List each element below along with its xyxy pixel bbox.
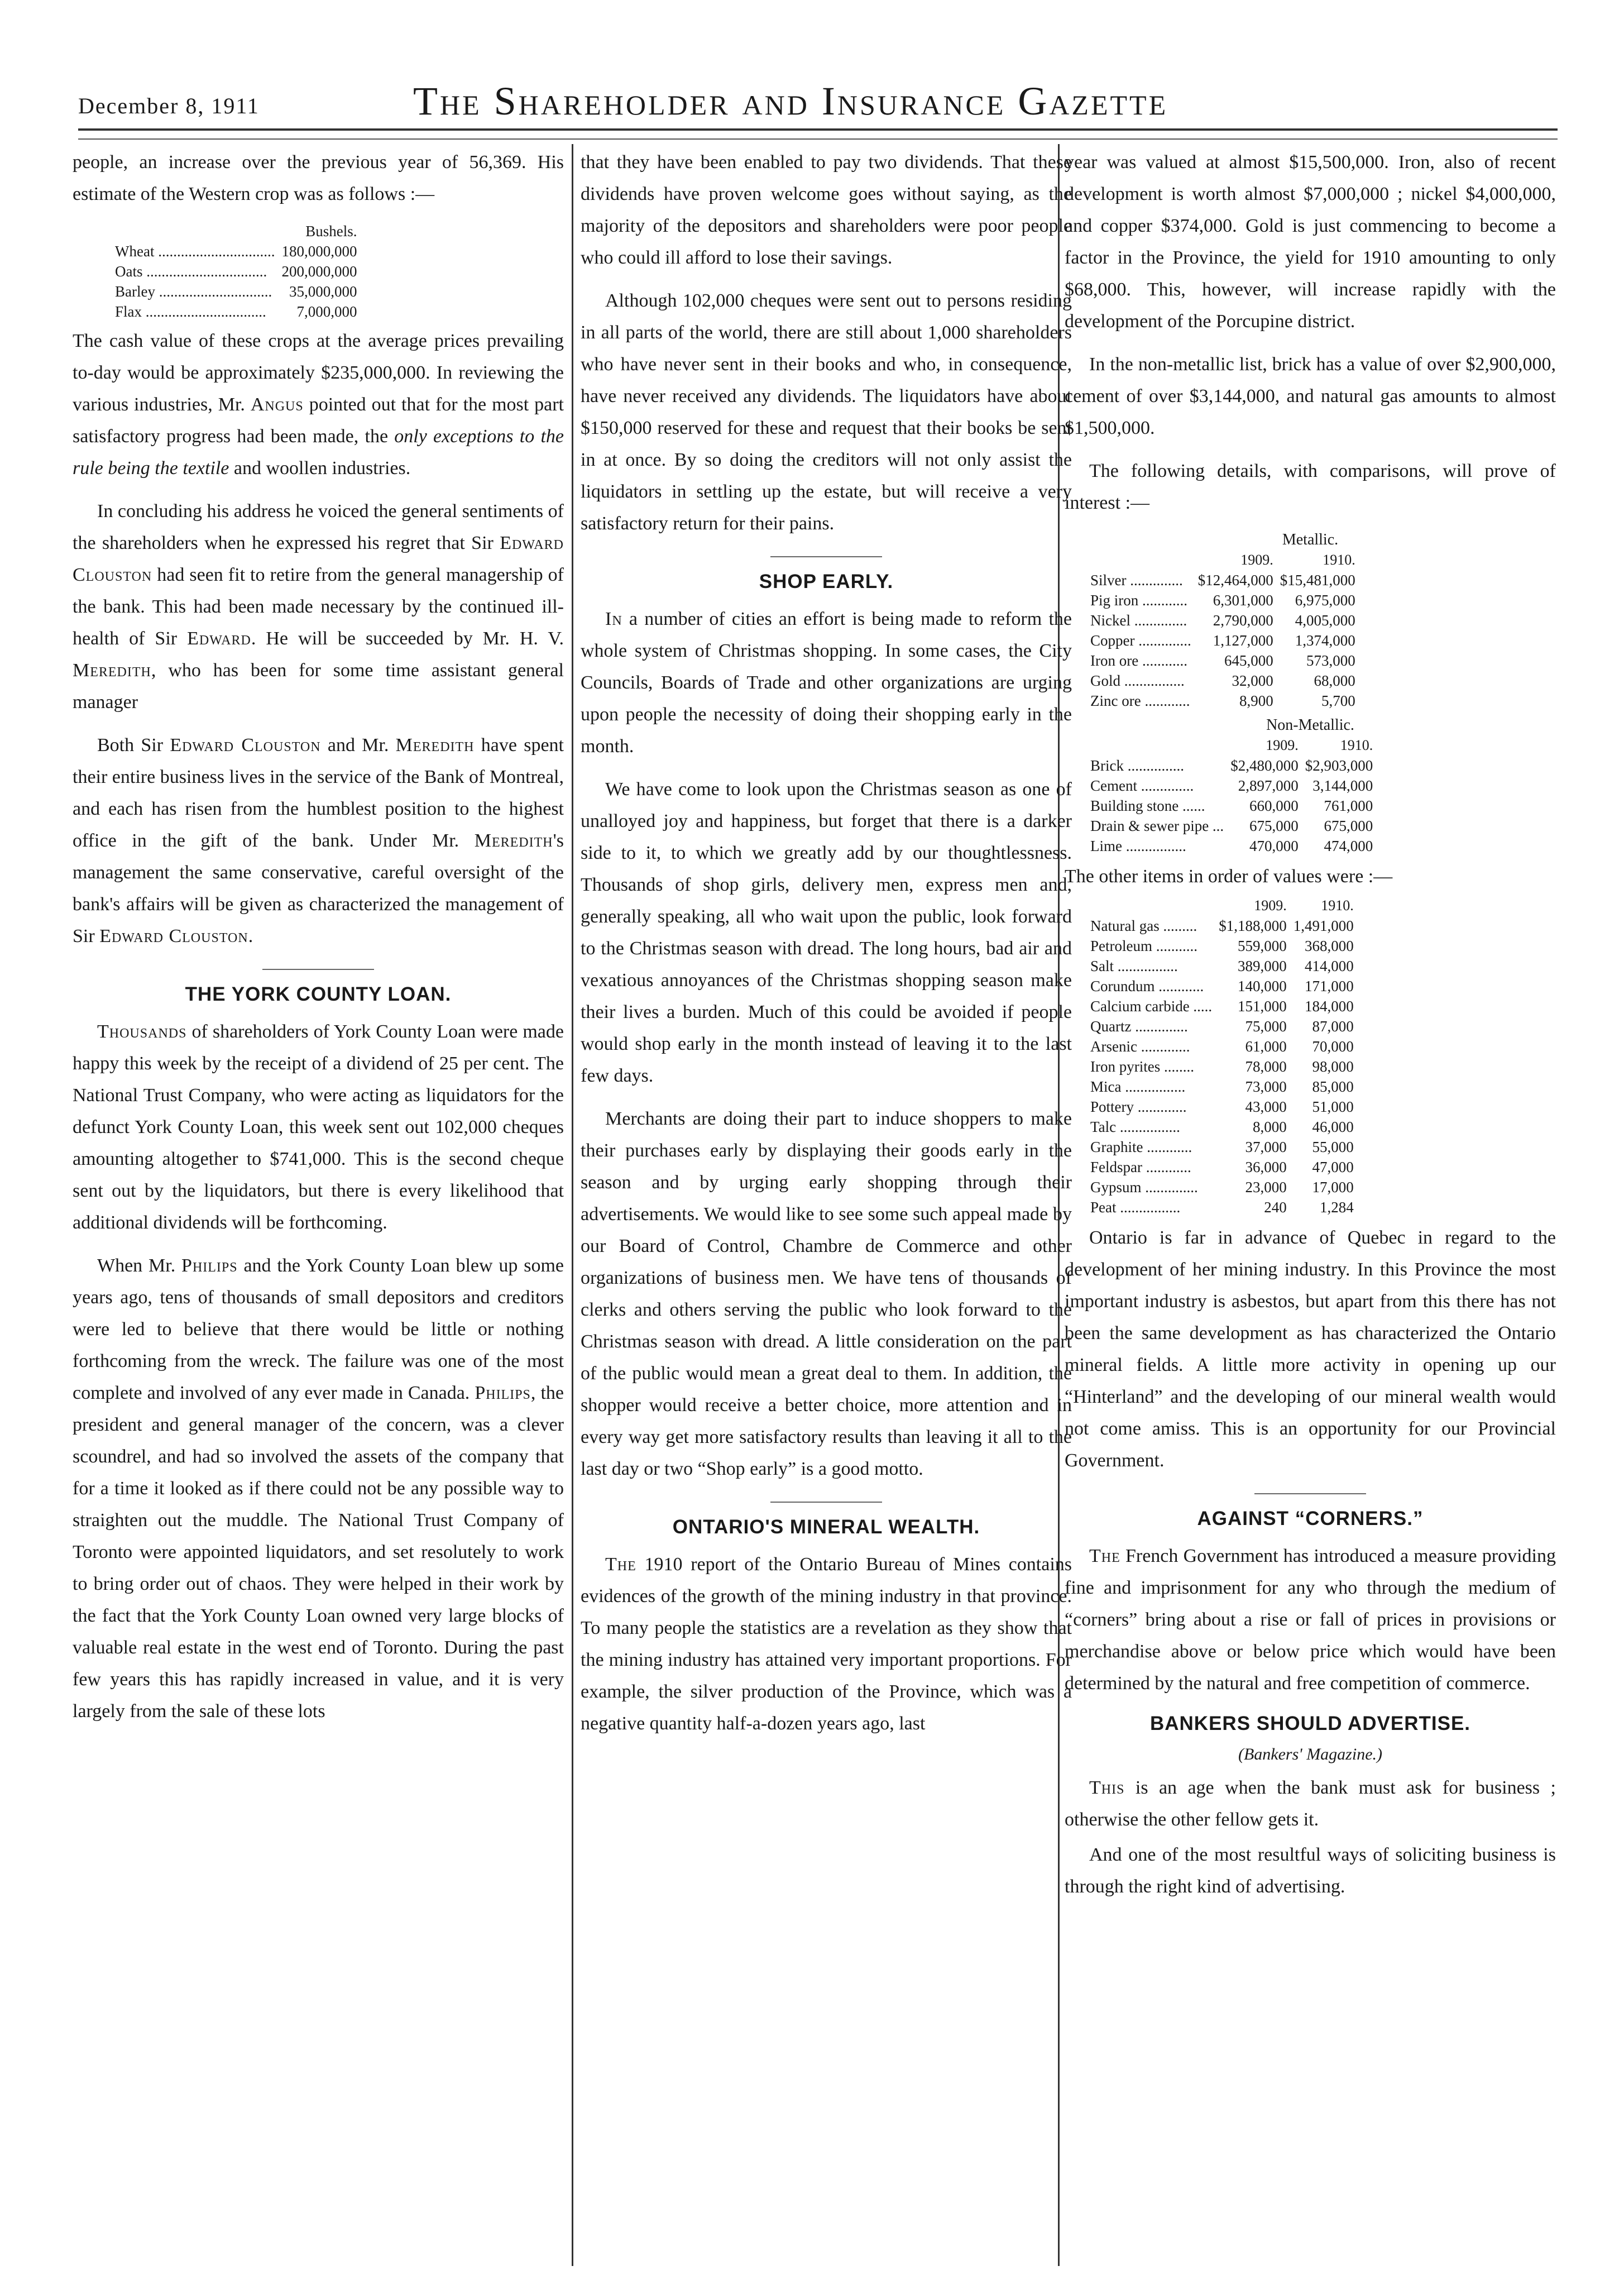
value-1910: 51,000 <box>1312 1098 1354 1115</box>
other-minerals-table <box>1087 896 1357 1217</box>
issue-date: December 8, 1911 <box>78 93 260 118</box>
paragraph: Both Sir Edward Clouston and Mr. Meredith have spent their entire business lives in the service of the Bank of Montreal, and each has risen from the humblest position to the highest office in the gift of the bank. Under Mr. Meredith's management the same conservative, careful oversight of the bank's affairs will be given as characterized the management of Sir Edward Clouston. <box>73 735 564 946</box>
value-1909: 43,000 <box>1245 1098 1287 1115</box>
value-1910: 368,000 <box>1304 938 1354 954</box>
table-row <box>1087 1036 1357 1057</box>
table-row <box>1087 1016 1357 1036</box>
column-3 <box>1065 146 1556 1914</box>
value-1909: 61,000 <box>1245 1038 1287 1055</box>
crop-name: Oats ................................ <box>115 263 267 280</box>
column-2 <box>581 146 1072 1751</box>
mineral-name: Brick ............... <box>1090 757 1184 774</box>
person-name: Edward <box>187 628 251 649</box>
mineral-name: Drain & sewer pipe ... <box>1090 818 1224 834</box>
lead-word: Thousands <box>97 1021 187 1042</box>
nonmetallic-table <box>1087 735 1376 856</box>
table-row <box>1087 691 1359 711</box>
table-row <box>1087 1057 1357 1077</box>
year-header: 1910. <box>1323 552 1355 568</box>
value-1909: 36,000 <box>1245 1159 1287 1175</box>
paragraph: The French Government has introduced a measure providing fine and imprisonment for any who through the medium of “corners” bring about a rise or fall of prices in provisions or merchandise above or below price which would have been determined by the natural and free competition of commerce. <box>1065 1546 1556 1694</box>
mineral-name: Gold ................ <box>1090 672 1185 689</box>
mineral-name: Salt ................ <box>1090 958 1178 974</box>
headline-ontario-mineral-wealth: ONTARIO'S MINERAL WEALTH. <box>672 1516 980 1538</box>
value-1909: 75,000 <box>1245 1018 1287 1035</box>
person-name: Angus <box>250 394 304 415</box>
year-header: 1909. <box>1240 552 1273 568</box>
mineral-name: Pig iron ............ <box>1090 592 1188 609</box>
crop-bushels: 200,000,000 <box>281 263 357 280</box>
paragraph: In a number of cities an effort is being made to reform the whole system of Christmas shopping. In some cases, the City Councils, Boards of Trade and other organizations are urging upon people the necessity of doing their shopping early in the month. <box>581 609 1072 757</box>
table-row <box>1087 956 1357 976</box>
value-1910: 98,000 <box>1312 1058 1354 1075</box>
crop-name: Flax ................................ <box>115 303 266 320</box>
table-row <box>1087 1157 1357 1177</box>
table-row <box>1087 1117 1357 1137</box>
value-1910: 675,000 <box>1324 818 1373 834</box>
table-row <box>1087 916 1357 936</box>
section-rule <box>770 1502 882 1503</box>
paragraph: Thousands of shareholders of York County Loan were made happy this week by the receipt of a dividend of 25 per cent. The National Trust Company, who were acting as liquidators for the defunct York County Loan, this week sent out 102,000 cheques amounting altogether to $741,000. This is the second cheque sent out by the liquidators, but there is every likelihood that additional dividends will be forthcoming. <box>73 1021 564 1233</box>
lead-word: This <box>1089 1777 1125 1798</box>
value-1910: 3,144,000 <box>1312 777 1373 794</box>
value-1910: 55,000 <box>1312 1139 1354 1155</box>
crop-name: Barley .............................. <box>115 283 272 300</box>
lead-word: The <box>1089 1546 1120 1566</box>
table-row <box>1087 671 1359 691</box>
value-1910: 6,975,000 <box>1295 592 1355 609</box>
value-1909: 32,000 <box>1232 672 1273 689</box>
paragraph: year was valued at almost $15,500,000. Iron, also of recent development is worth almost $7,000,000 ; nickel $4,000,000, and copper $374,000. Gold is just commencing to become a factor in the Province, the yield for 1910 amounting to only $68,000. This, however, will increase rapidly with the development of the Porcupine district. <box>1065 152 1556 332</box>
mineral-name: Mica ................ <box>1090 1078 1186 1095</box>
masthead-rule <box>78 128 1558 140</box>
table-row <box>1087 776 1376 796</box>
paragraph: Merchants are doing their part to induce shoppers to make their purchases early by displaying their goods early in the season and by urging early shopping through their advertisements. We would like to see some such appeal made by our Board of Control, Chambre de Commerce and other organizations of business men. We have tens of thousands of clerks and others serving the public who look forward to the Christmas season with dread. A little consideration on the part of the public would mean a great deal to them. In addition, the shopper would receive a better choice, more attention and in every way get more satisfactory results than leaving it all to the last day or two “Shop early” is a good motto. <box>581 1108 1072 1479</box>
person-name: Edward Clouston <box>73 533 564 585</box>
publication-title: The Shareholder and Insurance Gazette <box>413 79 1168 123</box>
mineral-name: Petroleum ........... <box>1090 938 1197 954</box>
table-row <box>112 241 360 261</box>
mineral-name: Talc ................ <box>1090 1118 1180 1135</box>
paragraph: people, an increase over the previous year of 56,369. His estimate of the Western crop was as follows :— <box>73 152 564 204</box>
mineral-name: Feldspar ............ <box>1090 1159 1191 1175</box>
crop-unit-header: Bushels. <box>305 223 357 240</box>
value-1910: 761,000 <box>1324 797 1373 814</box>
section-rule <box>1254 1493 1366 1494</box>
value-1910: 474,000 <box>1324 838 1373 854</box>
mineral-name: Pottery ............. <box>1090 1098 1187 1115</box>
value-1909: 23,000 <box>1245 1179 1287 1196</box>
value-1909: 78,000 <box>1245 1058 1287 1075</box>
lead-word: The <box>605 1554 636 1575</box>
crop-bushels: 7,000,000 <box>296 303 357 320</box>
value-1909: 37,000 <box>1245 1139 1287 1155</box>
section-rule <box>770 556 882 557</box>
table-row <box>1087 1077 1357 1097</box>
headline-shop-early: SHOP EARLY. <box>759 571 894 592</box>
year-header: 1909. <box>1254 897 1287 914</box>
paragraph: that they have been enabled to pay two dividends. That these dividends have proven welcome goes without saying, as the majority of the depositors and shareholders were poor people who could ill afford to lose their savings. <box>581 152 1072 268</box>
value-1910: 70,000 <box>1312 1038 1354 1055</box>
value-1910: 573,000 <box>1306 652 1355 669</box>
mineral-name: Gypsum .............. <box>1090 1179 1198 1196</box>
value-1909: $2,480,000 <box>1230 757 1299 774</box>
mineral-name: Quartz .............. <box>1090 1018 1188 1035</box>
table-row <box>1087 630 1359 651</box>
paragraph: Ontario is far in advance of Quebec in regard to the development of her mining industry. In this Province the most important industry is asbestos, but apart from this there has not been the same development as has characterized the Ontario mineral fields. A little more activity in opening up our “Hinterland” and the developing of our mineral wealth would not come amiss. This is an opportunity for our Provincial Government. <box>1065 1227 1556 1471</box>
table-caption-metallic: Metallic. <box>1282 531 1339 548</box>
value-1909: 8,000 <box>1252 1118 1287 1135</box>
masthead <box>78 78 1563 128</box>
person-name: Meredith <box>73 660 151 681</box>
source-attribution: (Bankers' Magazine.) <box>1238 1745 1383 1763</box>
person-name: Meredith <box>474 830 553 851</box>
paragraph: We have come to look upon the Christmas season as one of unalloyed joy and happiness, but forget that there is a darker side to it, to which we greatly add by our thoughtlessness. Thousands of shop girls, delivery men, express men and, generally speaking, all who wait upon the public, look forward to the Christmas season with dread. The long hours, bad air and vexatious annoyances of the Christmas shopping season make their lives a burden. Much of this could be avoided if people would shop early in the month instead of leaving it to the last few days. <box>581 779 1072 1086</box>
table-row <box>1087 756 1376 776</box>
value-1910: $15,481,000 <box>1280 572 1355 589</box>
mineral-name: Arsenic ............. <box>1090 1038 1190 1055</box>
value-1910: 17,000 <box>1312 1179 1354 1196</box>
table-row <box>1087 651 1359 671</box>
mineral-name: Peat ................ <box>1090 1199 1181 1216</box>
year-header: 1910. <box>1340 737 1373 753</box>
table-row <box>1087 570 1359 590</box>
mineral-name: Graphite ............ <box>1090 1139 1192 1155</box>
mineral-name: Building stone ...... <box>1090 797 1205 814</box>
table-row <box>1087 996 1357 1016</box>
value-1909: 389,000 <box>1237 958 1287 974</box>
person-name: Edward Clouston <box>99 926 248 946</box>
headline-york-county-loan: THE YORK COUNTY LOAN. <box>185 983 452 1005</box>
year-header: 1909. <box>1266 737 1299 753</box>
value-1909: 151,000 <box>1237 998 1287 1015</box>
value-1909: 8,900 <box>1239 692 1273 709</box>
table-row <box>1087 816 1376 836</box>
mineral-name: Copper .............. <box>1090 632 1191 649</box>
value-1910: 68,000 <box>1314 672 1355 689</box>
person-name: Edward Clouston <box>170 735 321 756</box>
paragraph: When Mr. Philips and the York County Loan blew up some years ago, tens of thousands of small depositors and creditors were led to believe that there would be little or nothing forthcoming from the wreck. The failure was one of the most complete and involved of any ever made in Canada. Philips, the president and general manager of the concern, was a clever scoundrel, and had so involved the assets of the company that for a time it looked as if there could not be any possible way to straighten out the muddle. The National Trust Company of Toronto were appointed liquidators, and set resolutely to work to bring order out of chaos. They were helped in their work by the fact that the York County Loan owned very large blocks of valuable real estate in the west end of Toronto. During the past few years this has rapidly increased in value, and it is very largely from the sale of these lots <box>73 1255 564 1722</box>
value-1909: $1,188,000 <box>1219 917 1287 934</box>
table-row <box>1087 610 1359 630</box>
value-1910: 1,374,000 <box>1295 632 1355 649</box>
mineral-name: Lime ................ <box>1090 838 1186 854</box>
value-1909: 559,000 <box>1237 938 1287 954</box>
paragraph: The cash value of these crops at the average prices prevailing to-day would be approximately $235,000,000. In reviewing the various industries, Mr. Angus pointed out that for the most part satisfactory progress had been made, the only exceptions to the rule being the textile and woollen industries. <box>73 331 564 479</box>
table-row <box>112 281 360 302</box>
mineral-name: Natural gas ......... <box>1090 917 1197 934</box>
column-divider <box>572 144 573 2266</box>
paragraph: In the non-metallic list, brick has a value of over $2,900,000, cement of over $3,144,000, and natural gas amounts to almost $1,500,000. <box>1065 354 1556 438</box>
value-1910: 1,491,000 <box>1293 917 1354 934</box>
mineral-name: Corundum ............ <box>1090 978 1204 995</box>
mineral-name: Zinc ore ............ <box>1090 692 1190 709</box>
year-header: 1910. <box>1321 897 1354 914</box>
value-1910: 87,000 <box>1312 1018 1354 1035</box>
table-row <box>112 261 360 281</box>
person-name: Meredith <box>395 735 475 756</box>
lead-word: In <box>605 609 622 629</box>
mineral-name: Iron pyrites ........ <box>1090 1058 1194 1075</box>
crop-table <box>112 221 360 322</box>
table-caption-nonmetallic: Non-Metallic. <box>1266 716 1354 734</box>
value-1909: 2,790,000 <box>1213 612 1273 629</box>
table-row <box>1087 1177 1357 1197</box>
table-row <box>1087 936 1357 956</box>
value-1909: 140,000 <box>1237 978 1287 995</box>
table-row <box>1087 836 1376 856</box>
value-1909: 470,000 <box>1249 838 1299 854</box>
person-name: Philips <box>181 1255 238 1276</box>
value-1909: 645,000 <box>1224 652 1273 669</box>
crop-bushels: 180,000,000 <box>281 243 357 260</box>
mineral-name: Nickel .............. <box>1090 612 1187 629</box>
value-1910: 85,000 <box>1312 1078 1354 1095</box>
table-row <box>1087 796 1376 816</box>
mineral-name: Iron ore ............ <box>1090 652 1187 669</box>
value-1910: $2,903,000 <box>1305 757 1373 774</box>
value-1909: $12,464,000 <box>1197 572 1273 589</box>
headline-bankers-should-advertise: BANKERS SHOULD ADVERTISE. <box>1149 1713 1471 1734</box>
table-row <box>1087 590 1359 610</box>
value-1909: 6,301,000 <box>1213 592 1273 609</box>
value-1910: 46,000 <box>1312 1118 1354 1135</box>
paragraph: This is an age when the bank must ask for business ; otherwise the other fellow gets it. <box>1065 1777 1556 1830</box>
mineral-name: Cement .............. <box>1090 777 1194 794</box>
value-1909: 1,127,000 <box>1213 632 1273 649</box>
value-1910: 1,284 <box>1319 1199 1354 1216</box>
crop-name: Wheat ............................... <box>115 243 275 260</box>
metallic-table <box>1087 550 1359 711</box>
table-row <box>112 302 360 322</box>
table-row <box>1087 976 1357 996</box>
value-1910: 4,005,000 <box>1295 612 1355 629</box>
crop-bushels: 35,000,000 <box>289 283 357 300</box>
section-rule <box>262 969 374 970</box>
paragraph: And one of the most resultful ways of soliciting business is through the right kind of advertising. <box>1065 1844 1556 1897</box>
mineral-name: Calcium carbide ..... <box>1090 998 1213 1015</box>
mineral-name: Silver .............. <box>1090 572 1183 589</box>
value-1909: 675,000 <box>1249 818 1299 834</box>
value-1910: 47,000 <box>1312 1159 1354 1175</box>
value-1909: 73,000 <box>1245 1078 1287 1095</box>
paragraph: The following details, with comparisons, will prove of interest :— <box>1065 461 1556 513</box>
table-row <box>1087 1097 1357 1117</box>
column-1 <box>73 146 564 1738</box>
person-name: Philips <box>475 1383 531 1403</box>
value-1910: 171,000 <box>1304 978 1354 995</box>
value-1910: 414,000 <box>1304 958 1354 974</box>
value-1910: 5,700 <box>1321 692 1355 709</box>
paragraph: Although 102,000 cheques were sent out to persons residing in all parts of the world, there are still about 1,000 shareholders who have never sent in their books and who, in consequence, have never received any dividends. The liquidators have about $150,000 reserved for these and request that their books be sent in at once. By so doing the creditors will not only assist the liquidators in settling up the estate, but will receive a very satisfactory return for their pains. <box>581 290 1072 534</box>
headline-against-corners: AGAINST “CORNERS.” <box>1197 1508 1424 1529</box>
value-1910: 184,000 <box>1304 998 1354 1015</box>
value-1909: 2,897,000 <box>1238 777 1299 794</box>
paragraph: The 1910 report of the Ontario Bureau of Mines contains evidences of the growth of the mining industry in that province. To many people the statistics are a revelation as they show that the mining industry has attained very important proportions. For example, the silver production of the Province, which was a negative quantity half-a-dozen years ago, last <box>581 1554 1072 1734</box>
table-row <box>1087 1197 1357 1217</box>
paragraph: In concluding his address he voiced the general sentiments of the shareholders when he expressed his regret that Sir Edward Clouston had seen fit to retire from the general managership of the bank. This had been made necessary by the continued ill-health of Sir Edward. He will be succeeded by Mr. H. V. Meredith, who has been for some time assistant general manager <box>73 501 564 713</box>
value-1909: 240 <box>1264 1199 1287 1216</box>
paragraph: The other items in order of values were :— <box>1065 866 1393 887</box>
table-row <box>1087 1137 1357 1157</box>
value-1909: 660,000 <box>1249 797 1299 814</box>
